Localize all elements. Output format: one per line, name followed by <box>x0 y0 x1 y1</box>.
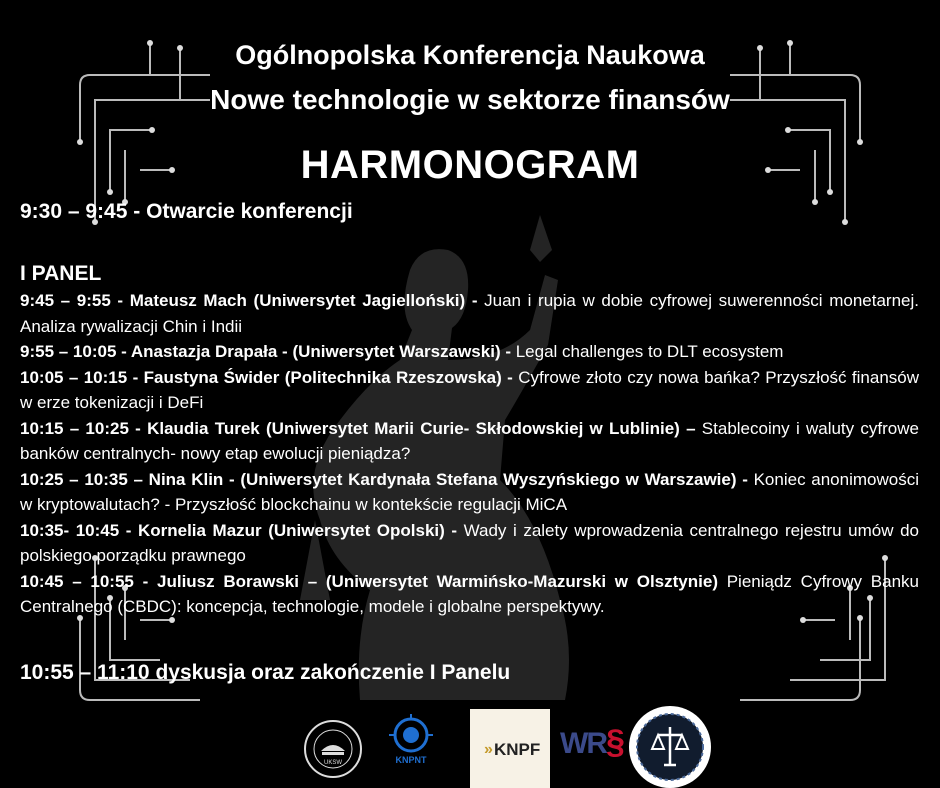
schedule-item <box>20 288 919 339</box>
schedule-item <box>20 365 919 416</box>
wr-label: WR <box>560 727 606 760</box>
schedule-item-speaker: 9:45 – 9:55 - Mateusz Mach (Uniwersytet Jagielloński) - <box>20 291 478 310</box>
schedule-item-topic: Koniec anonimowości w kryptowalutach? - Przyszłość blockchainu w kontekście regulacji MiCA <box>20 469 919 514</box>
samorzad-abbr: UKSW <box>324 760 342 766</box>
closing-line: 10:55 – 11:10 dyskusja oraz zakończenie I Panelu <box>20 661 511 684</box>
schedule-item <box>20 569 919 620</box>
page-title: HARMONOGRAM <box>300 143 640 187</box>
opening-line: 9:30 – 9:45 - Otwarcie konferencji <box>20 200 353 223</box>
schedule-item-speaker: 10:15 – 10:25 - Klaudia Turek (Uniwersytet Marii Curie- Skłodowskiej w Lublinie) – <box>20 418 696 438</box>
knpf-logo <box>470 709 550 788</box>
circuit-corner-top-left <box>80 45 210 220</box>
schedule-item-topic: Cyfrowe złoto czy nowa bańka? Przyszłość finansów w erze tokenizacji i DeFi <box>20 367 920 412</box>
schedule-item-speaker: 10:45 – 10:55 - Juliusz Borawski – (Uniwersytet Warmińsko-Mazurski w Olsztynie) <box>20 571 718 591</box>
schedule-item-speaker: 9:55 – 10:05 - Anastazja Drapała - (Uniwersytet Warszawski) - <box>20 342 511 361</box>
wr-logo <box>560 723 625 773</box>
conference-type: Ogólnopolska Konferencja Naukowa <box>235 40 705 70</box>
circuit-corner-top-right <box>730 45 860 220</box>
panel-heading: I PANEL <box>20 262 102 285</box>
schedule-item-topic: Pieniądz Cyfrowy Banku Centralnego (CBDC): koncepcja, technologie, modele i globalne perspektywy. <box>20 571 919 616</box>
wr-paragraph-sign: § <box>605 723 625 761</box>
schedule-item <box>20 339 919 365</box>
schedule-item-topic: Juan i rupia w dobie cyfrowej suwerenności monetarnej. Analiza rywalizacji Chin i Indii <box>20 291 919 336</box>
knpf-label: KNPF <box>494 740 541 759</box>
schedule-item-speaker: 10:35- 10:45 - Kornelia Mazur (Uniwersytet Opolski) - <box>20 520 458 540</box>
schedule-item-topic: Legal challenges to DLT ecosystem <box>510 342 784 361</box>
schedule-item <box>20 518 919 569</box>
scales-of-justice-logo <box>628 705 712 788</box>
schedule-item-topic: Stablecoiny i waluty cyfrowe banków centralnych- nowy etap ewolucji pieniądza? <box>20 418 919 463</box>
knpnt-logo <box>386 713 436 785</box>
schedule-item <box>20 467 919 518</box>
samorzad-uksw-logo <box>303 719 363 779</box>
schedule-list <box>20 288 919 620</box>
knpnt-label: KNPNT <box>395 755 427 765</box>
logo-strip <box>0 705 940 788</box>
schedule-item-topic: Wady i zalety wprowadzenia centralnego rejestru umów do polskiego porządku prawnego <box>20 520 920 565</box>
knpf-mark: » <box>484 741 493 758</box>
schedule-item-speaker: 10:05 – 10:15 - Faustyna Świder (Politechnika Rzeszowska) - <box>20 367 513 387</box>
schedule-item <box>20 416 919 467</box>
schedule-item-speaker: 10:25 – 10:35 – Nina Klin - (Uniwersytet Kardynała Stefana Wyszyńskiego w Warszawie) - <box>20 469 748 489</box>
conference-title: Nowe technologie w sektorze finansów <box>210 84 730 115</box>
